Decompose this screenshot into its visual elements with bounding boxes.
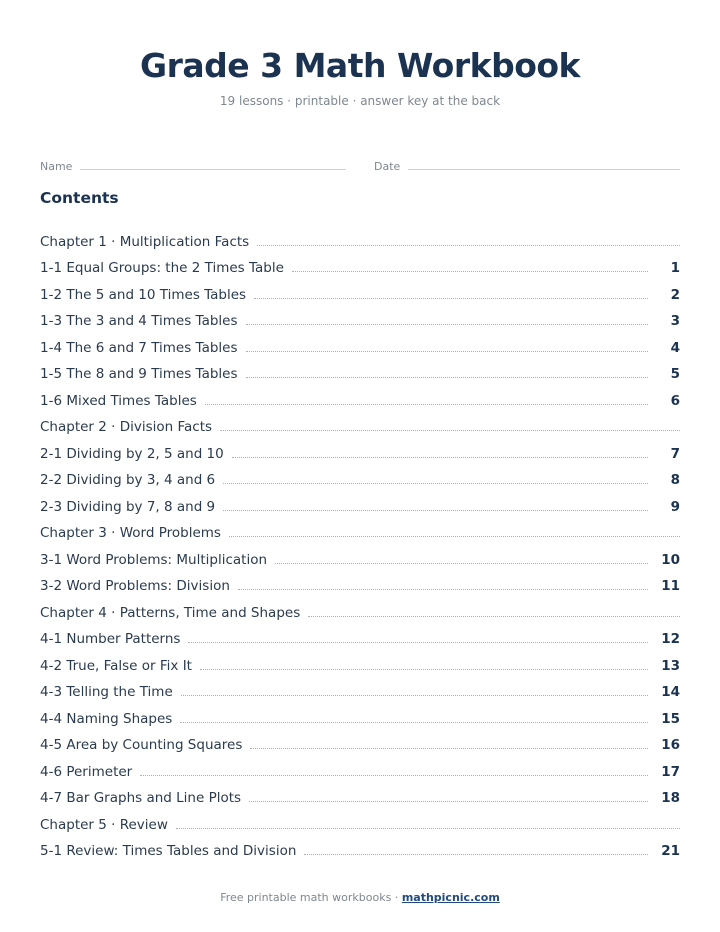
toc-lesson-row[interactable] — [40, 647, 680, 674]
lesson-title: 4-6 Perimeter — [40, 763, 133, 780]
page-number: 14 — [661, 684, 680, 700]
page-number: 6 — [670, 392, 680, 409]
dot-leader — [238, 589, 648, 590]
page-number: 11 — [661, 578, 680, 594]
toc-lesson-row[interactable] — [40, 356, 680, 383]
page-subtitle: 19 lessons · printable · answer key at the back — [219, 94, 501, 108]
dot-leader — [229, 536, 680, 537]
page-number: 10 — [661, 551, 680, 568]
dot-leader — [257, 245, 680, 246]
lesson-title: 4-4 Naming Shapes — [40, 710, 173, 727]
page-number: 5 — [670, 366, 680, 382]
dot-leader — [246, 324, 649, 325]
toc-chapter-row — [40, 806, 680, 833]
dot-leader — [220, 430, 680, 431]
lesson-title: 4-1 Number Patterns — [40, 631, 181, 647]
dot-leader — [223, 483, 648, 484]
toc-lesson-row[interactable] — [40, 833, 680, 860]
toc-lesson-row[interactable] — [40, 568, 680, 595]
lesson-title: 2-3 Dividing by 7, 8 and 9 — [40, 498, 216, 515]
chapter-title: Chapter 1 · Multiplication Facts — [40, 233, 250, 250]
date-label: Date — [374, 160, 401, 173]
lesson-title: 4-3 Telling the Time — [40, 684, 173, 700]
page-number: 12 — [661, 631, 680, 647]
page-number: 18 — [661, 790, 680, 806]
chapter-title: Chapter 5 · Review — [40, 816, 168, 833]
lesson-title: 4-5 Area by Counting Squares — [40, 737, 243, 753]
dot-leader — [140, 775, 648, 776]
page-number: 7 — [670, 445, 680, 462]
footer-text: Free printable math workbooks · — [220, 891, 402, 904]
dot-leader — [223, 510, 648, 511]
dot-leader — [250, 748, 648, 749]
chapter-title: Chapter 3 · Word Problems — [40, 525, 221, 541]
table-of-contents — [40, 223, 680, 859]
dot-leader — [246, 377, 649, 378]
lesson-title: 1-6 Mixed Times Tables — [40, 392, 197, 409]
dot-leader — [249, 801, 648, 802]
name-field[interactable] — [40, 160, 346, 173]
toc-lesson-row[interactable] — [40, 250, 680, 277]
dot-leader — [188, 642, 648, 643]
toc-chapter-row — [40, 223, 680, 250]
toc-lesson-row[interactable] — [40, 700, 680, 727]
toc-chapter-row — [40, 409, 680, 436]
toc-lesson-row[interactable] — [40, 780, 680, 807]
dot-leader — [181, 695, 648, 696]
lesson-title: 1-4 The 6 and 7 Times Tables — [40, 339, 238, 356]
toc-lesson-row[interactable] — [40, 488, 680, 515]
chapter-title: Chapter 2 · Division Facts — [40, 419, 213, 435]
name-label: Name — [40, 160, 73, 173]
page-number: 15 — [661, 710, 680, 727]
chapter-title: Chapter 4 · Patterns, Time and Shapes — [40, 604, 301, 621]
name-line — [80, 169, 346, 170]
contents-heading: Contents — [40, 189, 119, 207]
dot-leader — [246, 351, 649, 352]
page-number: 2 — [670, 286, 680, 303]
dot-leader — [308, 616, 680, 617]
toc-chapter-row — [40, 515, 680, 542]
dot-leader — [254, 298, 648, 299]
lesson-title: 1-3 The 3 and 4 Times Tables — [40, 313, 238, 329]
dot-leader — [304, 854, 648, 855]
toc-lesson-row[interactable] — [40, 541, 680, 568]
dot-leader — [176, 828, 680, 829]
date-line — [408, 169, 680, 170]
toc-chapter-row — [40, 594, 680, 621]
date-field[interactable] — [374, 160, 680, 173]
toc-lesson-row[interactable] — [40, 435, 680, 462]
toc-lesson-row[interactable] — [40, 276, 680, 303]
toc-lesson-row[interactable] — [40, 462, 680, 489]
lesson-title: 2-1 Dividing by 2, 5 and 10 — [40, 445, 224, 462]
page-title: Grade 3 Math Workbook — [140, 46, 580, 85]
page-number: 3 — [670, 313, 680, 329]
name-date-fields — [40, 160, 680, 176]
page-number: 16 — [661, 737, 680, 753]
lesson-title: 3-2 Word Problems: Division — [40, 578, 230, 594]
page-number: 4 — [670, 339, 680, 356]
dot-leader — [205, 404, 648, 405]
dot-leader — [292, 271, 648, 272]
lesson-title: 5-1 Review: Times Tables and Division — [40, 843, 297, 859]
page-number: 13 — [661, 657, 680, 674]
toc-lesson-row[interactable] — [40, 753, 680, 780]
toc-lesson-row[interactable] — [40, 382, 680, 409]
toc-lesson-row[interactable] — [40, 727, 680, 754]
lesson-title: 3-1 Word Problems: Multiplication — [40, 551, 268, 568]
lesson-title: 1-5 The 8 and 9 Times Tables — [40, 366, 238, 382]
lesson-title: 4-7 Bar Graphs and Line Plots — [40, 790, 242, 806]
toc-lesson-row[interactable] — [40, 621, 680, 648]
dot-leader — [275, 563, 648, 564]
toc-lesson-row[interactable] — [40, 674, 680, 701]
page-number: 1 — [670, 260, 680, 276]
footer — [0, 891, 720, 904]
lesson-title: 4-2 True, False or Fix It — [40, 657, 192, 674]
page-number: 9 — [670, 498, 680, 515]
lesson-title: 1-2 The 5 and 10 Times Tables — [40, 286, 247, 303]
dot-leader — [232, 457, 648, 458]
page-number: 21 — [661, 843, 680, 859]
dot-leader — [180, 722, 648, 723]
page-number: 17 — [661, 763, 680, 780]
lesson-title: 1-1 Equal Groups: the 2 Times Table — [40, 260, 284, 276]
footer-link[interactable]: mathpicnic.com — [401, 891, 500, 904]
toc-lesson-row[interactable] — [40, 303, 680, 330]
page-number: 8 — [670, 472, 680, 488]
lesson-title: 2-2 Dividing by 3, 4 and 6 — [40, 472, 216, 488]
dot-leader — [200, 669, 648, 670]
toc-lesson-row[interactable] — [40, 329, 680, 356]
